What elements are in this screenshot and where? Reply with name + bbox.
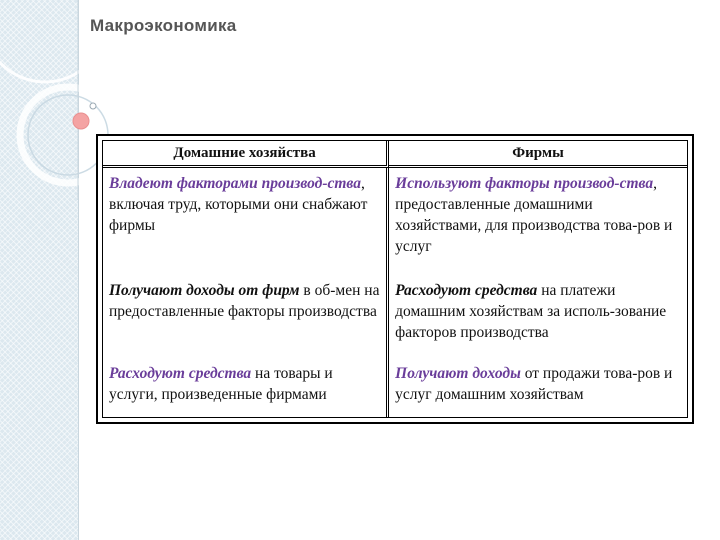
cell-emphasis: Получают доходы xyxy=(395,365,521,383)
cell-emphasis: Расходуют средства xyxy=(109,365,252,383)
cell-emphasis: Получают доходы от фирм xyxy=(109,282,300,300)
cell-firms-1 xyxy=(389,168,687,275)
cell-text: от продажи това-ров и услуг домашним хозяйствам xyxy=(395,365,673,404)
comparison-table xyxy=(96,134,694,424)
cell-text: на платежи домашним хозяйствам за исполь-зование факторов производства xyxy=(395,282,667,342)
cell-firms-2 xyxy=(389,275,687,358)
cell-emphasis: Используют факторы производ-ства xyxy=(395,175,654,192)
header-firms: Фирмы xyxy=(389,141,687,168)
table-row xyxy=(103,358,687,417)
cell-text: , включая труд, которыми они снабжают фирмы xyxy=(109,175,368,234)
header-households: Домашние хозяйства xyxy=(103,141,389,168)
cell-emphasis: Владеют факторами производ-ства xyxy=(109,175,361,192)
cell-text: на товары и услуги, произведенные фирмами xyxy=(109,365,333,404)
slide-title: Макроэкономика xyxy=(90,16,237,35)
table-row xyxy=(103,275,687,358)
cell-text: в об-мен на предоставленные факторы производства xyxy=(109,282,380,321)
cell-firms-3 xyxy=(389,358,687,417)
sidebar-pattern xyxy=(0,0,79,540)
cell-households-1 xyxy=(103,168,389,275)
small-ring-icon xyxy=(90,103,96,109)
table-header-row xyxy=(103,141,687,168)
cell-emphasis: Расходуют средства xyxy=(395,282,538,300)
cell-households-3 xyxy=(103,358,389,417)
table-row xyxy=(103,168,687,275)
cell-households-2 xyxy=(103,275,389,358)
cell-text: , предоставленные домашними хозяйствами, для производства това-ров и услуг xyxy=(395,175,673,255)
table-grid xyxy=(102,140,688,418)
